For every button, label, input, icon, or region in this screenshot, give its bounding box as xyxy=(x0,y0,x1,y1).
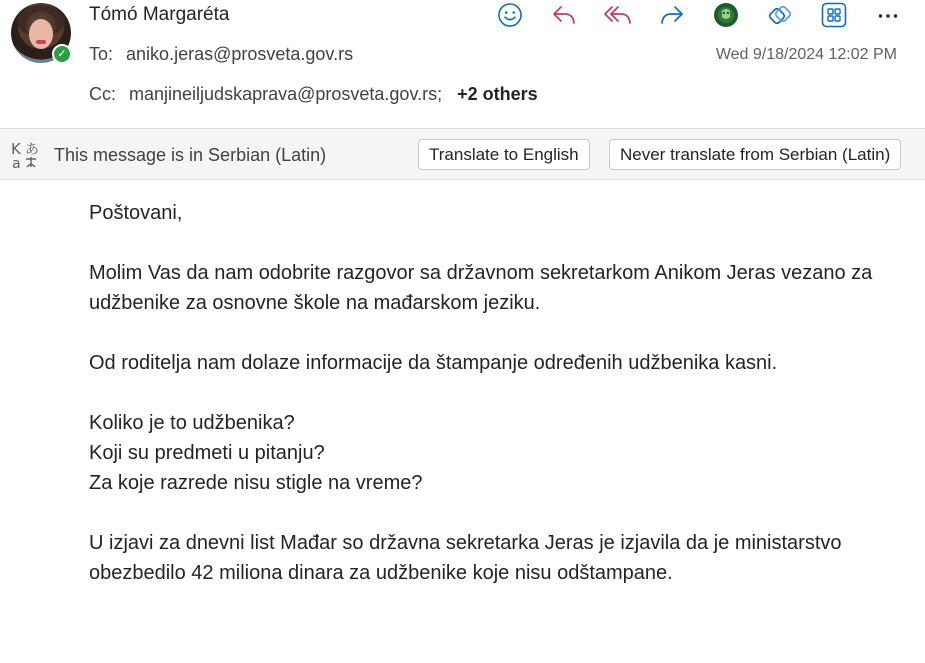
svg-text:K: K xyxy=(11,140,21,158)
translation-bar xyxy=(0,128,925,180)
loop-button[interactable] xyxy=(764,0,796,30)
apps-grid-icon xyxy=(821,2,847,28)
body-question-3: Za koje razrede nisu stigle na vreme? xyxy=(89,472,423,494)
sent-date: Wed 9/18/2024 12:02 PM xyxy=(715,46,897,63)
reply-button[interactable] xyxy=(548,0,580,30)
never-translate-button[interactable]: Never translate from Serbian (Latin) xyxy=(609,139,901,170)
body-paragraph-3: U izjavi za dnevni list Mađar so državna sekretarka Jeras je izjavila da je ministarstvo obezbedilo 42 miliona dinara za udžbenike koje nisu odštampane. xyxy=(89,532,842,584)
translation-message: This message is in Serbian (Latin) xyxy=(54,145,327,165)
to-recipient[interactable]: aniko.jeras@prosveta.gov.rs xyxy=(126,44,354,64)
addin-button[interactable] xyxy=(710,0,742,30)
body-question-1: Koliko je to udžbenika? xyxy=(89,412,295,434)
body-paragraph-2: Od roditelja nam dolaze informacije da štampanje određenih udžbenika kasni. xyxy=(89,352,778,374)
emoji-reaction-button[interactable] xyxy=(494,0,526,30)
reply-icon xyxy=(550,3,578,27)
message-toolbar xyxy=(494,0,904,30)
more-icon xyxy=(876,3,900,27)
smiley-icon xyxy=(497,2,523,28)
cc-line xyxy=(89,84,538,105)
svg-text:a: a xyxy=(12,156,21,170)
body-question-2: Koji su predmeti u pitanju? xyxy=(89,442,325,464)
translate-to-english-button[interactable]: Translate to English xyxy=(418,139,590,170)
cc-others-link[interactable]: +2 others xyxy=(457,84,538,104)
forward-icon xyxy=(658,3,686,27)
cc-recipient[interactable]: manjineiljudskaprava@prosveta.gov.rs; xyxy=(129,84,443,104)
reply-all-button[interactable] xyxy=(602,0,634,30)
more-actions-button[interactable] xyxy=(872,0,904,30)
presence-available-icon: ✓ xyxy=(52,44,72,64)
reply-all-icon xyxy=(603,3,633,27)
loop-icon xyxy=(766,1,794,29)
message-header xyxy=(0,0,925,128)
forward-button[interactable] xyxy=(656,0,688,30)
cc-label: Cc: xyxy=(89,84,116,104)
body-paragraph-1: Molim Vas da nam odobrite razgovor sa državnom sekretarkom Anikom Jeras vezano za udžbenike za osnovne škole na mađarskom jeziku. xyxy=(89,262,873,314)
message-body xyxy=(89,198,889,618)
avatar-lips xyxy=(36,40,46,44)
translate-icon xyxy=(10,140,44,170)
apps-button[interactable] xyxy=(818,0,850,30)
sender-name[interactable]: Tómó Margaréta xyxy=(89,4,230,25)
avatar-face xyxy=(29,19,53,49)
greeting: Poštovani, xyxy=(89,202,183,224)
svg-text:あ: あ xyxy=(25,142,39,158)
addin-badge-icon xyxy=(713,2,739,28)
to-label: To: xyxy=(89,44,114,64)
to-line xyxy=(89,44,353,65)
